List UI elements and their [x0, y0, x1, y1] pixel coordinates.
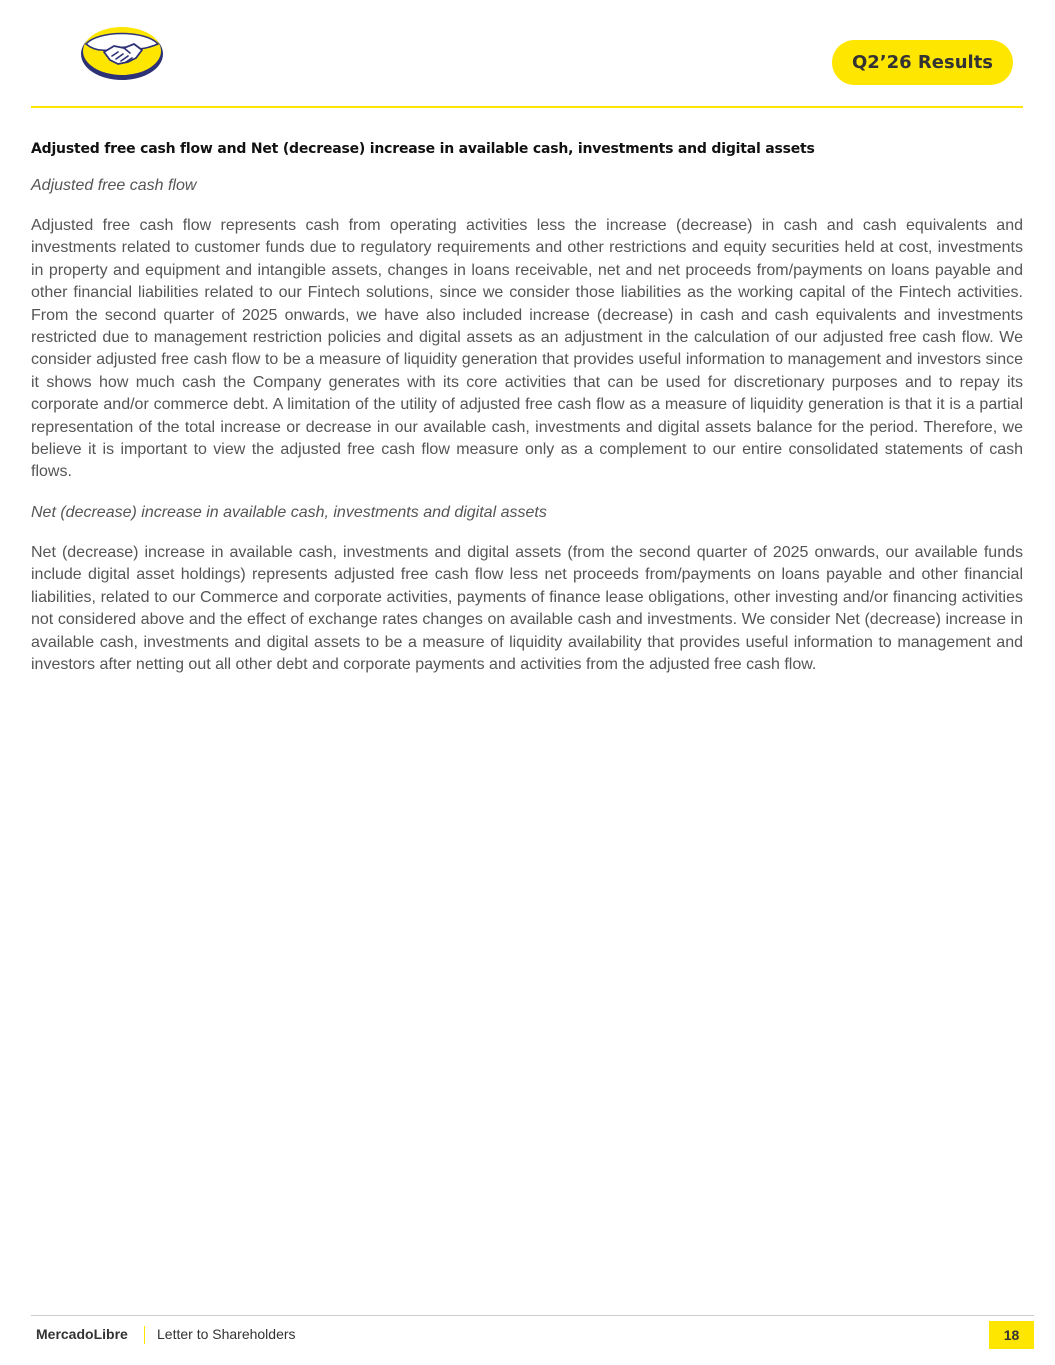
header-divider: [31, 106, 1023, 108]
report-period-badge: Q2’26 Results: [832, 40, 1013, 85]
footer-divider: [31, 1315, 1034, 1316]
subheading-adjusted-free-cash-flow: Adjusted free cash flow: [31, 177, 197, 194]
paragraph-net-increase-available-cash: Net (decrease) increase in available cash, investments and digital assets (from the second quarter of 2025 onwards, our available funds include digital asset holdings) represents adjusted free cash flow less net proceeds from/payments on loans payable and other financial liabilities, related to our Commerce and corporate activities, payments of finance lease obligations, other investing and/or financing activities not considered above and the effect of exchange rates changes on available cash and investments. We consider Net (decrease) increase in available cash, investments and digital assets to be a measure of liquidity availability that provides useful information to management and investors after netting out all other debt and corporate payments and activities from the adjusted free cash flow.: [31, 543, 1023, 673]
footer-brand: MercadoLibre: [36, 1326, 128, 1342]
page-number: 18: [989, 1321, 1034, 1349]
section-title: Adjusted free cash flow and Net (decrease) increase in available cash, investments and digital assets: [31, 141, 815, 157]
paragraph-adjusted-free-cash-flow: Adjusted free cash flow represents cash from operating activities less the increase (decrease) in cash and cash equivalents and investments related to customer funds due to regulatory requirements and other restrictions and equity securities held at cost, investments in property and equipment and intangible assets, changes in loans receivable, net and net proceeds from/payments on loans payable and other financial liabilities related to our Fintech solutions, since we consider those liabilities as the working capital of the Fintech activities. From the second quarter of 2025 onwards, we have also included increase (decrease) in cash and cash equivalents and investments restricted due to management restriction policies and digital assets as an adjustment in the calculation of our adjusted free cash flow. We consider adjusted free cash flow to be a measure of liquidity generation that provides useful information to management and investors since it shows how much cash the Company generates with its core activities that can be used for discretionary purposes and to repay its corporate and/or commerce debt. A limitation of the utility of adjusted free cash flow as a measure of liquidity generation is that it is a partial representation of the total increase or decrease in our available cash, investments and digital assets balance for the period. Therefore, we believe it is important to view the adjusted free cash flow measure only as a complement to our entire consolidated statements of cash flows.: [31, 217, 1023, 481]
footer-document-title: Letter to Shareholders: [157, 1326, 296, 1342]
main-content: [31, 141, 1023, 696]
handshake-logo-icon: [78, 22, 166, 82]
footer-separator: [144, 1326, 145, 1344]
subheading-net-increase-available-cash: Net (decrease) increase in available cash, investments and digital assets: [31, 503, 547, 521]
